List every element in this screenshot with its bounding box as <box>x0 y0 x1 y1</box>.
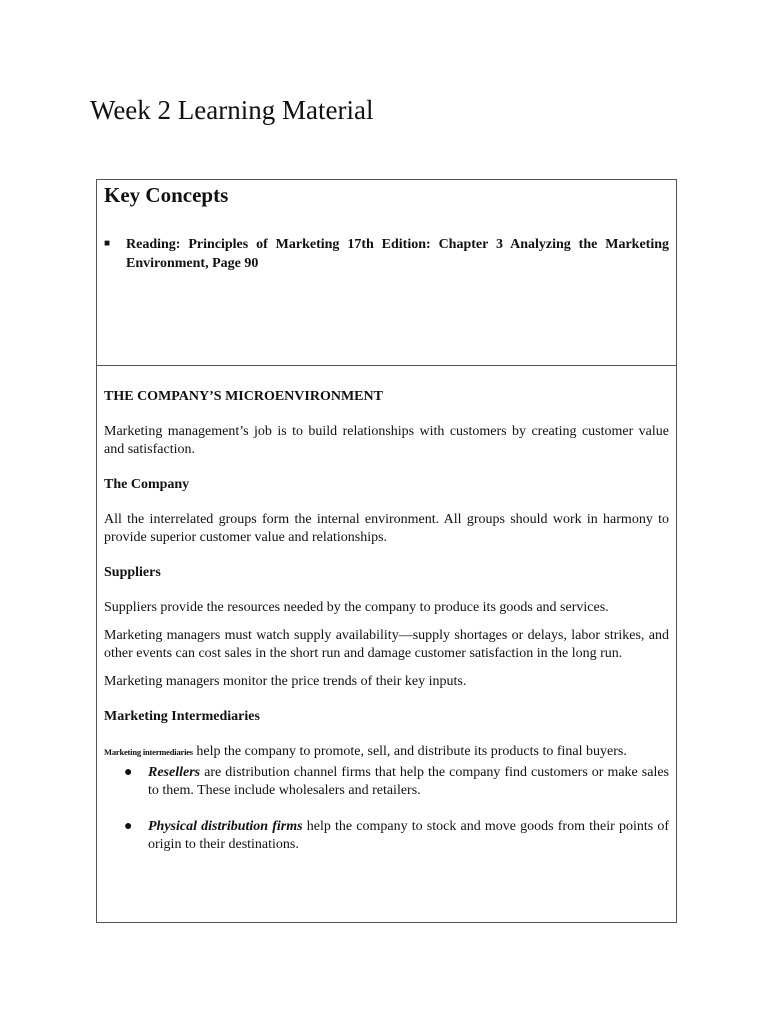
suppliers-paragraph-3: Marketing managers monitor the price trends of their key inputs. <box>104 674 467 689</box>
intro-paragraph: Marketing management’s job is to build relationships with customers by creating customer value and satisfaction. <box>104 424 669 457</box>
bullet-icon: ● <box>124 819 133 834</box>
square-bullet-icon: ■ <box>104 238 111 249</box>
microenvironment-heading: THE COMPANY’S MICROENVIRONMENT <box>104 389 383 404</box>
suppliers-paragraph-2: Marketing managers must watch supply availability—supply shortages or delays, labor strikes, and other events can cost sales in the short run and damage customer satisfaction in the long run. <box>104 628 669 661</box>
suppliers-heading: Suppliers <box>104 565 161 580</box>
company-paragraph: All the interrelated groups form the internal environment. All groups should work in harmony to provide superior customer value and relationships. <box>104 512 669 545</box>
list-item <box>124 818 669 854</box>
key-concepts-box <box>96 179 677 366</box>
list-item <box>124 764 669 800</box>
page-title: Week 2 Learning Material <box>90 95 374 125</box>
company-heading: The Company <box>104 477 190 492</box>
bullet-icon: ● <box>124 765 133 780</box>
key-concepts-heading: Key Concepts <box>104 183 229 207</box>
list-item-description: help the company to stock and move goods from their points of origin to their destinations. <box>148 819 669 852</box>
intermediaries-paragraph <box>104 743 669 761</box>
list-item-text <box>148 764 669 800</box>
intermediaries-term: Marketing intermediaries <box>104 747 193 757</box>
microenvironment-box <box>96 365 677 923</box>
reading-list-item <box>104 235 669 273</box>
list-item-term: Physical distribution firms <box>148 819 303 834</box>
intermediaries-text: help the company to promote, sell, and distribute its products to final buyers. <box>192 744 627 759</box>
list-item-description: are distribution channel firms that help the company find customers or make sales to them. These include wholesalers and retailers. <box>148 765 669 798</box>
list-item-text <box>148 818 669 854</box>
reading-text: Reading: Principles of Marketing 17th Edition: Chapter 3 Analyzing the Marketing Environment, Page 90 <box>126 237 669 271</box>
intermediaries-heading: Marketing Intermediaries <box>104 709 260 724</box>
list-item-term: Resellers <box>148 765 201 780</box>
suppliers-paragraph-1: Suppliers provide the resources needed by the company to produce its goods and services. <box>104 600 609 615</box>
